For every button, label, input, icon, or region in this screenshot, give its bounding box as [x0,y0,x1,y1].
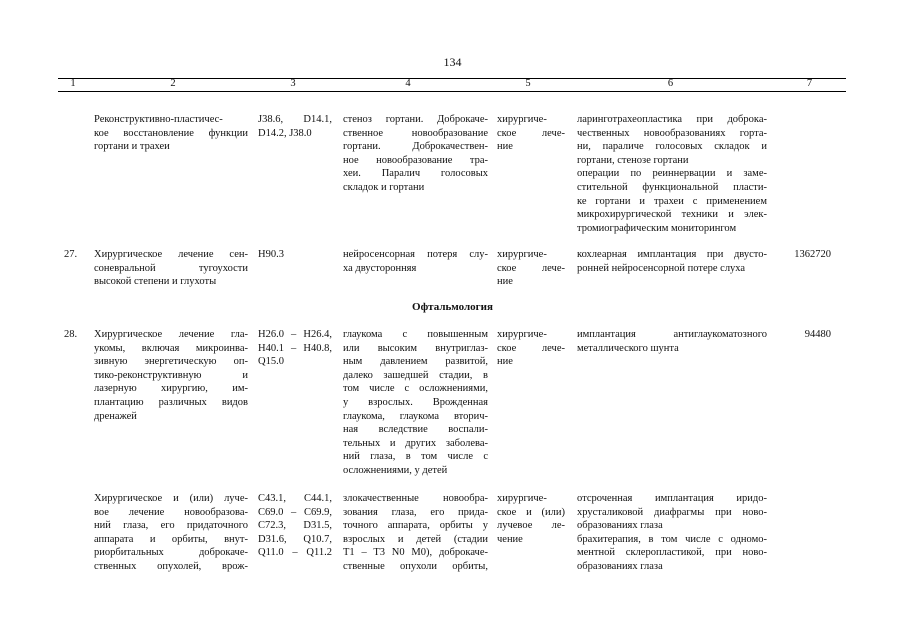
row-27-name: Хирургическое лечение сен- соневральной тугоухости высокой степени и глухоты [94,249,248,288]
row-28-treatment: хирургиче- ское лече- ние [497,329,565,368]
row-a-method: ларинготрахеопластика при доброка- чественных новообразованиях горта- ни, параличе голосовых складок и гортани, стенозе гортани операции по реиннервации и заме- стительной функциональной пласти- ке гортани и трахеи с применением микрохирургической техники и элек- тромиографическим мониторингом [577,114,767,234]
column-header: 5 [525,78,531,89]
row-a-model: стеноз гортани. Доброкаче- ственное новообразование гортани. Доброкачествен- ное новообразование тра- хеи. Паралич голосовых складок и гортани [343,114,488,193]
row-27-number: 27. [64,249,78,260]
row-27-cost: 1362720 [794,249,831,260]
row-27-treatment: хирургиче- ское лече- ние [497,249,565,288]
row-28-number: 28. [64,329,78,340]
page-number: 134 [443,55,462,69]
row-b-treatment: хирургиче- ское и (или) лучевое ле- чение [497,493,565,545]
column-header: 7 [806,78,813,89]
row-b-method: отсроченная имплантация иридо- хрусталиковой диафрагмы при ново- образованиях глаза брахитерапия, в том числе с одномо- ментной склеропластикой, при ново- образованиях глаза [577,493,767,572]
table-header-row [58,78,846,92]
row-28-method: имплантация антиглаукоматозного металлического шунта [577,329,767,354]
row-27-model: нейросенсорная потеря слу- ха двусторонняя [343,249,488,274]
column-header: 3 [290,78,296,89]
row-b-name: Хирургическое и (или) луче- вое лечение новообразова- ний глаза, его придаточного аппарата и орбиты, внут- риорбитальных доброкаче- ственных опухолей, врож- [94,493,248,572]
row-27-method: кохлеарная имплантация при двусто- ронней нейросенсорной потере слуха [577,249,767,274]
row-28-codes: H26.0 – H26.4, H40.1 – H40.8, Q15.0 [258,329,332,368]
row-a-treatment: хирургиче- ское лече- ние [497,114,565,153]
column-header: 6 [667,78,674,89]
section-title: Офтальмология [412,301,493,313]
row-28-model: глаукома с повышенным или высоким внутриглаз- ным давлением развитой, далеко зашедшей стадии, в том числе с осложнениями, у взрослых. Врожденная глаукома, глаукома вторич- ная вследствие воспали- тельных и других заболева- ний глаза, в том числе с осложнениями, у детей [343,329,488,476]
row-27-codes: H90.3 [258,249,284,260]
row-b-codes: C43.1, C44.1, C69.0 – C69.9, C72.3, D31.5, D31.6, Q10.7, Q11.0 – Q11.2 [258,493,332,559]
column-header: 4 [405,78,411,89]
row-a-codes: J38.6, D14.1, D14.2, J38.0 [258,114,332,139]
row-28-cost: 94480 [804,329,831,340]
row-28-name: Хирургическое лечение гла- укомы, включая микроинва- зивную энергетическую оп- тико-реконструктивную и лазерную хирургию, им- плантацию различных видов дренажей [94,329,248,422]
column-header: 1 [70,78,76,89]
row-b-model: злокачественные новообра- зования глаза, его прида- точного аппарата, орбиты у взрослых и детей (стадии T1 – T3 N0 M0), доброкаче- ственные опухоли орбиты, [343,493,488,572]
column-header: 2 [170,78,176,89]
row-a-name: Реконструктивно-пластичес- кое восстановление функции гортани и трахеи [94,114,248,153]
